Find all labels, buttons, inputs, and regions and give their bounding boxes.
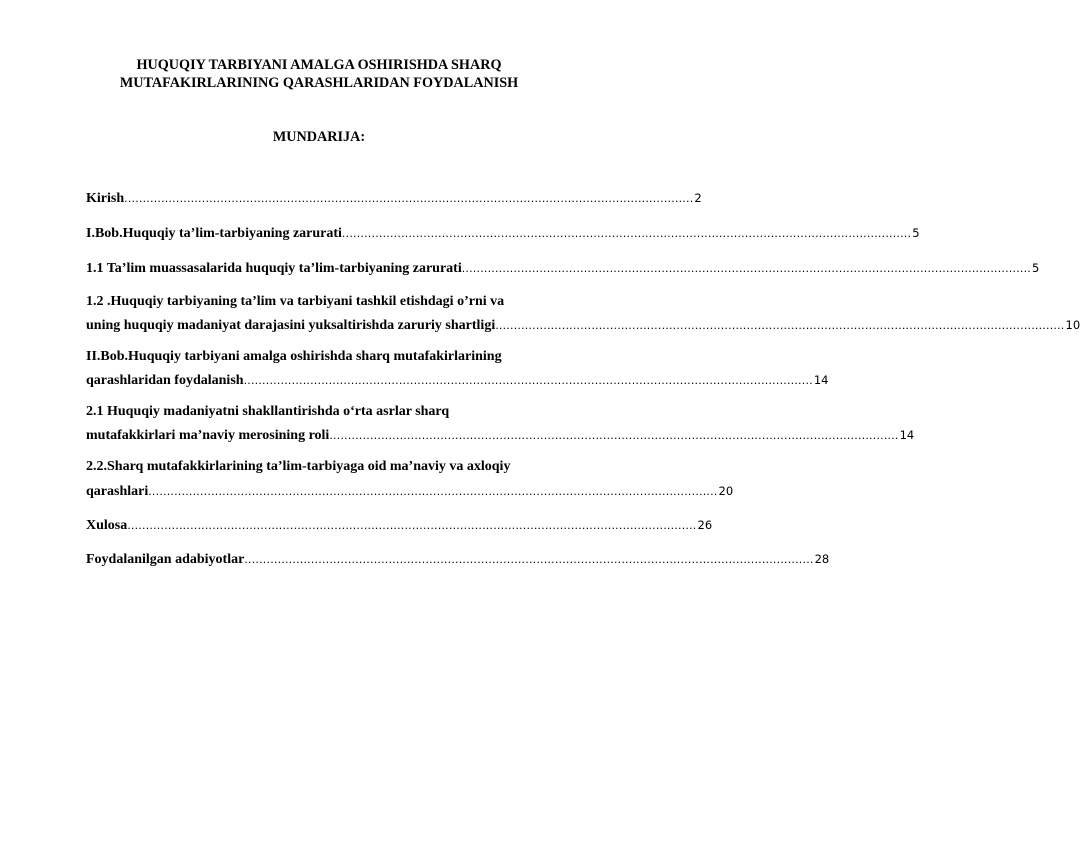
toc-heading: MUNDARIJA: <box>272 129 366 145</box>
dot-leader: .......................................................................................................................................................... <box>127 519 697 532</box>
toc-entry-text-line-2: qarashlaridan foydalanish <box>86 373 244 388</box>
toc-entry-xulosa[interactable] <box>86 515 713 536</box>
title-line-2: MUTAFAKIRLARINING QARASHLARIDAN FOYDALANISH <box>119 75 519 91</box>
document-title <box>86 56 552 92</box>
toc-entry-text-line-2: qarashlari <box>86 484 149 499</box>
toc-entry-text-line-2: mutafakkirlari ma’naviy merosining roli <box>86 428 330 443</box>
toc-entry-text: I.Bob.Huquqiy ta’lim-tarbiyaning zarurati <box>86 226 342 241</box>
dot-leader: .......................................................................................................................................................... <box>495 319 1065 332</box>
toc-page-number: 26 <box>697 518 713 532</box>
toc-entry-section-2-1[interactable] <box>86 401 915 446</box>
toc-page-number: 14 <box>899 428 915 442</box>
dot-leader: .......................................................................................................................................................... <box>244 553 814 566</box>
dot-leader: .......................................................................................................................................................... <box>243 374 813 387</box>
dot-leader: .......................................................................................................................................................... <box>461 262 1031 275</box>
toc-entry-text: Xulosa <box>86 518 128 533</box>
title-line-1: HUQUQIY TARBIYANI AMALGA OSHIRISHDA SHARQ <box>136 57 502 73</box>
toc-entry-chapter-1[interactable] <box>86 223 920 244</box>
toc-entry-text-line-1: 1.2 .Huquqiy tarbiyaning ta’lim va tarbiyani tashkil etishdagi o’rni va <box>86 294 505 309</box>
toc-entry-text-line-1: 2.2.Sharq mutafakkirlarining ta’lim-tarbiyaga oid ma’naviy va axloqiy <box>86 459 511 474</box>
toc-entry-text-line-1: 2.1 Huquqiy madaniyatni shakllantirishda o‘rta asrlar sharq <box>86 404 450 419</box>
toc-entry-kirish[interactable] <box>86 188 702 209</box>
dot-leader: .......................................................................................................................................................... <box>329 429 899 442</box>
toc-entry-text-line-1: II.Bob.Huquqiy tarbiyani amalga oshirishda sharq mutafakirlarining <box>86 349 502 364</box>
toc-page-number: 28 <box>814 552 830 566</box>
dot-leader: .......................................................................................................................................................... <box>341 227 912 240</box>
toc-page-number: 5 <box>912 226 920 240</box>
dot-leader: .......................................................................................................................................................... <box>124 192 694 205</box>
toc-entry-text-line-2: uning huquqiy madaniyat darajasini yuksaltirishda zaruriy shartligi <box>86 318 496 333</box>
toc-page-number: 20 <box>718 484 734 498</box>
toc-entry-section-1-1[interactable] <box>86 258 1040 279</box>
toc-entry-text: Foydalanilgan adabiyotlar <box>86 552 245 567</box>
table-of-contents <box>86 186 1080 570</box>
toc-entry-adabiyotlar[interactable] <box>86 549 830 570</box>
toc-entry-chapter-2[interactable] <box>86 346 829 391</box>
toc-page-number: 2 <box>694 191 702 205</box>
toc-entry-section-2-2[interactable] <box>86 456 734 502</box>
toc-page-number: 14 <box>813 373 829 387</box>
toc-entry-text: Kirish <box>86 191 125 206</box>
toc-page-number: 5 <box>1032 261 1040 275</box>
toc-page-number: 10 <box>1065 318 1080 332</box>
dot-leader: .......................................................................................................................................................... <box>148 485 718 498</box>
toc-entry-text: 1.1 Ta’lim muassasalarida huquqiy ta’lim-tarbiyaning zarurati <box>86 261 462 276</box>
toc-entry-section-1-2[interactable] <box>86 291 1080 336</box>
